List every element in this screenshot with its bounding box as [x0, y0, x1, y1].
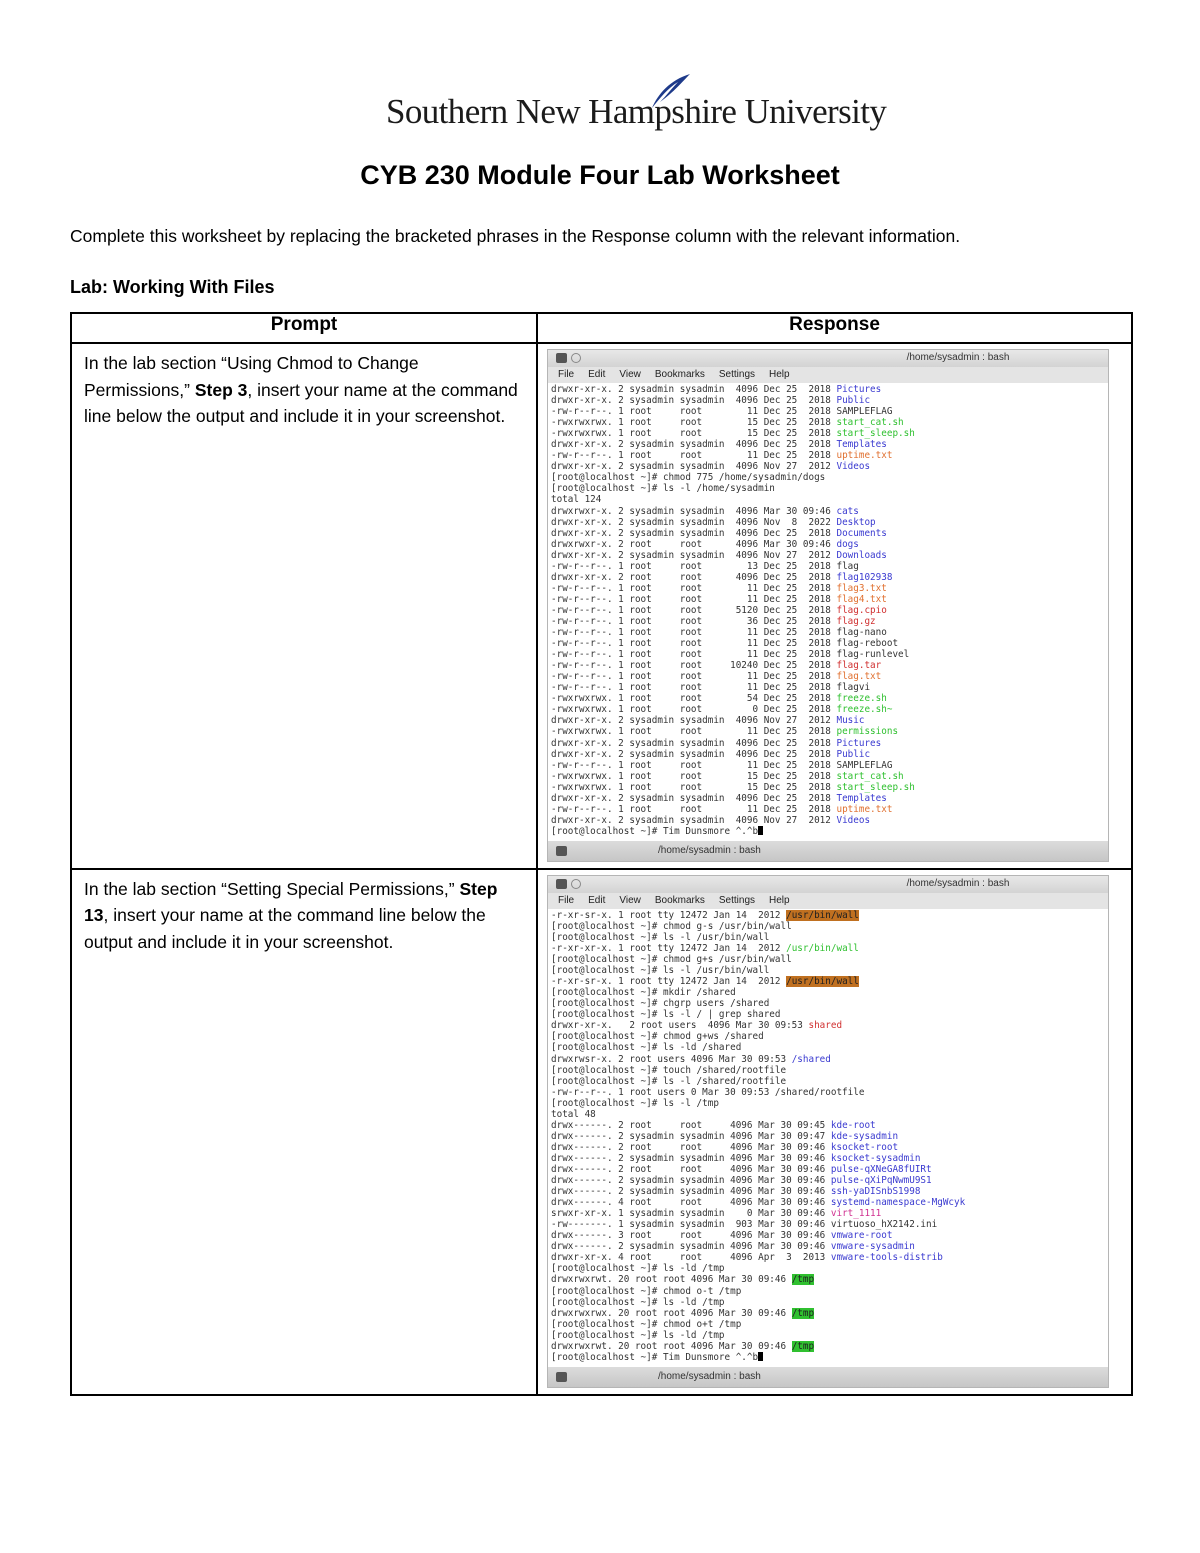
line-text: -rwxrwxrwx. 1 root root 54 Dec 25 2018	[551, 693, 837, 705]
file-name: Pictures	[836, 384, 882, 395]
file-name: flag-reboot	[836, 638, 899, 650]
terminal-line	[551, 1297, 1105, 1308]
terminal-line	[551, 1286, 1105, 1297]
prompt-header: Prompt	[71, 313, 537, 343]
line-text: -rw-r--r--. 1 root root 11 Dec 25 2018	[551, 406, 837, 418]
line-text: -rw-r--r--. 1 root root 36 Dec 25 2018	[551, 615, 837, 627]
terminal-line	[551, 1208, 1105, 1219]
line-text: [root@localhost ~]# chmod g+ws /shared	[551, 1031, 764, 1043]
line-text: -rwxrwxrwx. 1 root root 15 Dec 25 2018	[551, 428, 837, 440]
terminal-output	[548, 383, 1108, 837]
line-text: [root@localhost ~]# chmod g+s /usr/bin/wall	[551, 954, 792, 966]
response-cell	[537, 343, 1132, 869]
terminal-line	[551, 1042, 1105, 1053]
terminal-line	[551, 1175, 1105, 1186]
terminal-line	[551, 704, 1105, 715]
file-name: virt_1111	[830, 1208, 882, 1220]
terminal-line	[551, 517, 1105, 528]
terminal-line	[551, 539, 1105, 550]
file-name: flag-nano	[836, 627, 887, 639]
file-name: Templates	[836, 792, 887, 804]
file-name: /usr/bin/wall	[786, 943, 859, 955]
response-header: Response	[537, 313, 1132, 343]
line-text: srwxr-xr-x. 1 sysadmin sysadmin 0 Mar 30 09:46	[551, 1208, 831, 1220]
line-text: drwxrwxrwt. 20 root root 4096 Mar 30 09:46	[551, 1340, 792, 1352]
terminal-line	[551, 1308, 1105, 1319]
line-text: [root@localhost ~]# ls -l /tmp	[551, 1097, 719, 1109]
file-name: Public	[836, 395, 871, 407]
terminal-line	[551, 605, 1105, 616]
menu-item-file[interactable]: File	[558, 894, 575, 906]
logo-text: Southern New Hampshire University	[386, 92, 887, 131]
cursor	[758, 826, 763, 835]
terminal-line	[551, 428, 1105, 439]
line-text: [root@localhost ~]# ls -l /home/sysadmin	[551, 483, 775, 495]
terminal-titlebar	[548, 350, 1108, 367]
line-text: [root@localhost ~]# ls -ld /tmp	[551, 1263, 725, 1275]
terminal-line	[551, 483, 1105, 494]
line-text: drwxr-xr-x. 2 sysadmin sysadmin 4096 Nov 8 2022	[551, 516, 837, 528]
terminal-line	[551, 1263, 1105, 1274]
terminal-line	[551, 1076, 1105, 1087]
line-text: -rwxrwxrwx. 1 root root 11 Dec 25 2018	[551, 726, 837, 738]
terminal-taskbar	[548, 841, 1108, 861]
terminal-line	[551, 472, 1105, 483]
line-text: drwx------. 2 root root 4096 Mar 30 09:45	[551, 1119, 831, 1131]
terminal-line	[551, 406, 1105, 417]
file-name: Music	[836, 715, 865, 727]
line-text: drwxr-xr-x. 2 sysadmin sysadmin 4096 Dec 25 2018	[551, 439, 837, 451]
terminal-line	[551, 726, 1105, 737]
file-name: freeze.sh	[836, 693, 887, 705]
line-text: drwxrwxrwt. 20 root root 4096 Mar 30 09:46	[551, 1274, 792, 1286]
terminal-line	[551, 417, 1105, 428]
line-text: -rw-r--r--. 1 root root 11 Dec 25 2018	[551, 803, 837, 815]
file-name: ksocket-root	[830, 1141, 899, 1153]
terminal-line	[551, 1352, 1105, 1363]
cursor	[758, 1352, 763, 1361]
line-text: -rw-r--r--. 1 root root 11 Dec 25 2018	[551, 671, 837, 683]
university-logo	[386, 72, 887, 138]
line-text: -rw-r--r--. 1 root root 11 Dec 25 2018	[551, 682, 837, 694]
file-name: kde-root	[830, 1119, 876, 1131]
line-text: -rwxrwxrwx. 1 root root 0 Dec 25 2018	[551, 704, 837, 716]
line-text: drwxr-xr-x. 2 root root 4096 Dec 25 2018	[551, 571, 837, 583]
line-text: [root@localhost ~]# chmod g-s /usr/bin/wall	[551, 920, 792, 932]
file-name: pulse-qXiPqNwmU9S1	[830, 1175, 932, 1187]
file-name: Documents	[836, 527, 887, 539]
line-text: -rw-r--r--. 1 root root 5120 Dec 25 2018	[551, 604, 837, 616]
menu-item-edit[interactable]: Edit	[588, 894, 606, 906]
terminal-line	[551, 1319, 1105, 1330]
line-text: [root@localhost ~]# ls -ld /tmp	[551, 1296, 725, 1308]
file-name: Videos	[836, 814, 871, 826]
line-text: drwx------. 2 sysadmin sysadmin 4096 Mar 30 09:46	[551, 1152, 831, 1164]
file-name: flag.cpio	[836, 604, 887, 616]
file-name: flag4.txt	[836, 593, 887, 605]
intro-text: Complete this worksheet by replacing the bracketed phrases in the Response column with the relevant information.	[70, 226, 961, 246]
terminal-line	[551, 1020, 1105, 1031]
terminal-line	[551, 976, 1105, 987]
file-name: Downloads	[836, 549, 887, 561]
line-text: drwx------. 2 sysadmin sysadmin 4096 Mar 30 09:47	[551, 1130, 831, 1142]
terminal-line	[551, 1230, 1105, 1241]
terminal-line	[551, 1341, 1105, 1352]
terminal-line	[551, 815, 1105, 826]
file-name: start_sleep.sh	[836, 781, 915, 793]
terminal-line	[551, 1219, 1105, 1230]
menu-item-bookmarks[interactable]: Bookmarks	[654, 894, 705, 906]
lab-heading: Lab: Working With Files	[70, 277, 275, 297]
line-text: -r-xr-sr-x. 1 root tty 12472 Jan 14 2012	[551, 976, 787, 988]
line-text: drwxr-xr-x. 2 sysadmin sysadmin 4096 Dec 25 2018	[551, 792, 837, 804]
terminal-screenshot	[547, 349, 1109, 862]
prompt-cell	[71, 869, 537, 1395]
line-text: -rwxrwxrwx. 1 root root 15 Dec 25 2018	[551, 417, 837, 429]
file-name: vmware-sysadmin	[830, 1241, 915, 1253]
terminal-line	[551, 1241, 1105, 1252]
terminal-line	[551, 954, 1105, 965]
file-name: shared	[808, 1020, 843, 1032]
terminal-line	[551, 638, 1105, 649]
line-text: [root@localhost ~]# ls -ld /shared	[551, 1042, 742, 1054]
response-cell	[537, 869, 1132, 1395]
line-text: drwxr-xr-x. 4 root root 4096 Apr 3 2013	[551, 1252, 831, 1264]
terminal-line	[551, 649, 1105, 660]
line-text: -rw-r--r--. 1 root root 11 Dec 25 2018	[551, 759, 837, 771]
menu-item-help[interactable]: Help	[769, 369, 790, 380]
terminal-line	[551, 682, 1105, 693]
terminal-line	[551, 1197, 1105, 1208]
terminal-line	[551, 1098, 1105, 1109]
terminal-line	[551, 738, 1105, 749]
file-name: pulse-qXNeGA8fUIRt	[830, 1164, 932, 1175]
prompt-step: Step 3	[194, 379, 248, 400]
line-text: -rw-r--r--. 1 root root 11 Dec 25 2018	[551, 582, 837, 594]
file-name: flag.txt	[836, 671, 882, 683]
line-text: drwx------. 4 root root 4096 Mar 30 09:46	[551, 1197, 831, 1209]
line-text: [root@localhost ~]# chmod 775 /home/sysadmin/dogs	[551, 472, 826, 484]
file-name: ssh-yaDISnbS1998	[830, 1186, 921, 1198]
terminal-line	[551, 987, 1105, 998]
line-text: drwxr-xr-x. 2 sysadmin sysadmin 4096 Nov 27 2012	[551, 549, 837, 561]
terminal-line	[551, 943, 1105, 954]
terminal-line	[551, 550, 1105, 561]
file-name: flag.tar	[836, 660, 882, 672]
prompt-text-end: , insert your name at the command line below the output and include it in your screenshot.	[84, 905, 486, 952]
file-name: /usr/bin/wall	[786, 976, 859, 988]
terminal-line	[551, 965, 1105, 976]
terminal-line	[551, 395, 1105, 406]
file-name: systemd-namespace-MgWcyk	[830, 1197, 966, 1209]
line-text: -rw-------. 1 sysadmin sysadmin 903 Mar 30 09:46	[551, 1219, 831, 1231]
terminal-screenshot	[547, 875, 1109, 1388]
menu-item-settings[interactable]: Settings	[718, 369, 756, 380]
file-name: SAMPLEFLAG	[836, 759, 893, 771]
file-name: cats	[836, 505, 859, 517]
file-name: ksocket-sysadmin	[830, 1152, 921, 1164]
file-name: flagvi	[836, 682, 871, 694]
worksheet-table	[70, 312, 1133, 1396]
terminal-line	[551, 749, 1105, 760]
line-text: drwxr-xr-x. 2 sysadmin sysadmin 4096 Dec 25 2018	[551, 748, 837, 760]
line-text: drwxr-xr-x. 2 sysadmin sysadmin 4096 Nov 27 2012	[551, 814, 837, 826]
file-name: flag.gz	[836, 615, 876, 627]
terminal-icon	[556, 1372, 567, 1382]
file-name: uptime.txt	[836, 803, 893, 815]
menu-item-view[interactable]: View	[619, 894, 641, 906]
terminal-line	[551, 921, 1105, 932]
terminal-line	[551, 910, 1105, 921]
line-text: [root@localhost ~]# touch /shared/rootfile	[551, 1064, 787, 1076]
line-text: -rw-r--r--. 1 root root 11 Dec 25 2018	[551, 638, 837, 650]
file-name: freeze.sh~	[836, 704, 893, 716]
file-name: Public	[836, 748, 871, 760]
prompt-text: In the lab section “Setting Special Permissions,”	[84, 878, 460, 899]
line-text: drwxr-xr-x. 2 sysadmin sysadmin 4096 Dec 25 2018	[551, 395, 837, 407]
line-text: [root@localhost ~]# ls -l /shared/rootfile	[551, 1075, 787, 1087]
file-name: Pictures	[836, 737, 882, 749]
file-name: /tmp	[791, 1274, 815, 1286]
terminal-line	[551, 506, 1105, 517]
line-text: drwxr-xr-x. 2 sysadmin sysadmin 4096 Nov 27 2012	[551, 715, 837, 727]
file-name: start_cat.sh	[836, 770, 904, 782]
line-text: drwxrwsr-x. 2 root users 4096 Mar 30 09:53	[551, 1053, 792, 1065]
terminal-line	[551, 594, 1105, 605]
terminal-title: /home/sysadmin : bash	[906, 352, 1010, 363]
menu-item-view[interactable]: View	[619, 369, 641, 380]
file-name: SAMPLEFLAG	[836, 406, 893, 418]
terminal-line	[551, 1330, 1105, 1341]
line-text: [root@localhost ~]# chmod o+t /tmp	[551, 1318, 742, 1330]
terminal-output	[548, 909, 1108, 1363]
taskbar-title[interactable]: /home/sysadmin : bash	[658, 844, 761, 856]
terminal-line	[551, 1142, 1105, 1153]
terminal-line	[551, 804, 1105, 815]
table-header-row	[71, 313, 1132, 343]
terminal-line	[551, 384, 1105, 395]
terminal-line	[551, 1109, 1105, 1120]
line-text: [root@localhost ~]# Tim Dunsmore ^.^b	[551, 825, 759, 837]
line-text: -rw-r--r--. 1 root root 11 Dec 25 2018	[551, 450, 837, 462]
line-text: drwx------. 2 sysadmin sysadmin 4096 Mar 30 09:46	[551, 1241, 831, 1253]
file-name: uptime.txt	[836, 450, 893, 462]
line-text: -rw-r--r--. 1 root root 11 Dec 25 2018	[551, 593, 837, 605]
line-text: [root@localhost ~]# ls -ld /tmp	[551, 1329, 725, 1341]
line-text: -rw-r--r--. 1 root root 11 Dec 25 2018	[551, 627, 837, 639]
terminal-line	[551, 715, 1105, 726]
line-text: -rw-r--r--. 1 root root 13 Dec 25 2018	[551, 560, 837, 572]
menu-item-edit[interactable]: Edit	[588, 369, 606, 380]
line-text: -rw-r--r--. 1 root users 0 Mar 30 09:53 /shared/rootfile	[551, 1086, 865, 1098]
terminal-line	[551, 1186, 1105, 1197]
file-name: Desktop	[836, 516, 876, 528]
line-text: -rwxrwxrwx. 1 root root 15 Dec 25 2018	[551, 781, 837, 793]
file-name: /tmp	[791, 1307, 815, 1319]
terminal-line	[551, 494, 1105, 505]
terminal-line	[551, 671, 1105, 682]
terminal-taskbar	[548, 1367, 1108, 1387]
terminal-line	[551, 528, 1105, 539]
terminal-line	[551, 1164, 1105, 1175]
line-text: drwxr-xr-x. 2 sysadmin sysadmin 4096 Nov 27 2012	[551, 461, 837, 473]
menu-item-help[interactable]: Help	[769, 894, 790, 906]
terminal-line	[551, 572, 1105, 583]
file-name: dogs	[836, 538, 859, 550]
terminal-line	[551, 1065, 1105, 1076]
line-text: [root@localhost ~]# mkdir /shared	[551, 987, 736, 999]
file-name: Videos	[836, 461, 871, 473]
terminal-titlebar	[548, 876, 1108, 893]
line-text: -rw-r--r--. 1 root root 11 Dec 25 2018	[551, 649, 837, 661]
line-text: -rwxrwxrwx. 1 root root 15 Dec 25 2018	[551, 770, 837, 782]
line-text: [root@localhost ~]# ls -l /usr/bin/wall	[551, 932, 770, 944]
line-text: drwxr-xr-x. 2 root users 4096 Mar 30 09:53	[551, 1020, 809, 1032]
line-text: total 48	[551, 1108, 596, 1120]
menu-item-settings[interactable]: Settings	[718, 894, 756, 906]
file-name: virtuoso_hX2142.ini	[830, 1219, 938, 1231]
terminal-line	[551, 1153, 1105, 1164]
file-name: flag-runlevel	[836, 649, 910, 661]
table-row	[71, 343, 1132, 869]
terminal-line	[551, 616, 1105, 627]
terminal-line	[551, 932, 1105, 943]
terminal-line	[551, 660, 1105, 671]
line-text: drwx------. 2 root root 4096 Mar 30 09:46	[551, 1164, 831, 1175]
terminal-line	[551, 461, 1105, 472]
terminal-line	[551, 1087, 1105, 1098]
terminal-menubar	[548, 893, 1108, 909]
taskbar-title[interactable]: /home/sysadmin : bash	[658, 1370, 761, 1382]
terminal-line	[551, 1120, 1105, 1131]
file-name: Templates	[836, 439, 887, 451]
terminal-line	[551, 693, 1105, 704]
line-text: [root@localhost ~]# ls -l /usr/bin/wall	[551, 965, 770, 977]
terminal-line	[551, 439, 1105, 450]
terminal-line	[551, 1274, 1105, 1285]
file-name: permissions	[836, 726, 899, 738]
terminal-line	[551, 1131, 1105, 1142]
terminal-line	[551, 627, 1105, 638]
file-name: /shared	[791, 1053, 831, 1065]
line-text: total 124	[551, 494, 602, 506]
terminal-line	[551, 1252, 1105, 1263]
menu-item-file[interactable]: File	[558, 369, 575, 380]
table-row	[71, 869, 1132, 1395]
line-text: [root@localhost ~]# Tim Dunsmore ^.^b	[551, 1351, 759, 1363]
feather-icon	[648, 72, 692, 112]
file-name: flag	[836, 560, 859, 572]
terminal-line	[551, 782, 1105, 793]
page-title: CYB 230 Module Four Lab Worksheet	[360, 160, 840, 190]
line-text: drwxrwxrwx. 20 root root 4096 Mar 30 09:46	[551, 1307, 792, 1319]
terminal-line	[551, 583, 1105, 594]
terminal-line	[551, 998, 1105, 1009]
line-text: -rw-r--r--. 1 root root 10240 Dec 25 2018	[551, 660, 837, 672]
prompt-text-end: , insert your name at the command line below the output and include it in your screenshot.	[84, 379, 518, 426]
terminal-line	[551, 771, 1105, 782]
menu-item-bookmarks[interactable]: Bookmarks	[654, 369, 705, 380]
line-text: drwx------. 3 root root 4096 Mar 30 09:46	[551, 1230, 831, 1242]
line-text: [root@localhost ~]# chgrp users /shared	[551, 998, 770, 1010]
file-name: /usr/bin/wall	[786, 909, 859, 921]
line-text: -r-xr-sr-x. 1 root tty 12472 Jan 14 2012	[551, 909, 787, 921]
line-text: drwx------. 2 sysadmin sysadmin 4096 Mar 30 09:46	[551, 1175, 831, 1187]
prompt-step: Step 13	[84, 878, 498, 926]
prompt-cell	[71, 343, 537, 869]
file-name: vmware-root	[830, 1230, 893, 1242]
file-name: kde-sysadmin	[830, 1130, 899, 1142]
file-name: flag3.txt	[836, 582, 887, 594]
line-text: drwxr-xr-x. 2 sysadmin sysadmin 4096 Dec 25 2018	[551, 737, 837, 749]
terminal-title: /home/sysadmin : bash	[906, 877, 1010, 889]
line-text: drwxr-xr-x. 2 sysadmin sysadmin 4096 Dec 25 2018	[551, 384, 837, 395]
file-name: /tmp	[791, 1340, 815, 1352]
terminal-line	[551, 793, 1105, 804]
line-text: drwxrwxr-x. 2 root root 4096 Mar 30 09:46	[551, 538, 837, 550]
file-name: vmware-tools-distrib	[830, 1252, 943, 1264]
terminal-line	[551, 450, 1105, 461]
line-text: drwx------. 2 root root 4096 Mar 30 09:46	[551, 1141, 831, 1153]
line-text: [root@localhost ~]# ls -l / | grep shared	[551, 1009, 781, 1021]
prompt-text: In the lab section “Using Chmod to Change Permissions,”	[84, 353, 419, 400]
terminal-line	[551, 826, 1105, 837]
terminal-line	[551, 760, 1105, 771]
terminal-line	[551, 561, 1105, 572]
file-name: start_cat.sh	[836, 417, 904, 429]
line-text: [root@localhost ~]# chmod o-t /tmp	[551, 1285, 742, 1297]
line-text: drwxrwxr-x. 2 sysadmin sysadmin 4096 Mar 30 09:46	[551, 505, 837, 517]
terminal-icon	[556, 846, 567, 856]
terminal-line	[551, 1054, 1105, 1065]
file-name: flag102938	[836, 571, 893, 583]
terminal-line	[551, 1009, 1105, 1020]
terminal-line	[551, 1031, 1105, 1042]
line-text: -r-xr-xr-x. 1 root tty 12472 Jan 14 2012	[551, 943, 787, 955]
line-text: drwx------. 2 sysadmin sysadmin 4096 Mar 30 09:46	[551, 1186, 831, 1198]
terminal-menubar	[548, 367, 1108, 383]
file-name: start_sleep.sh	[836, 428, 915, 440]
line-text: drwxr-xr-x. 2 sysadmin sysadmin 4096 Dec 25 2018	[551, 527, 837, 539]
